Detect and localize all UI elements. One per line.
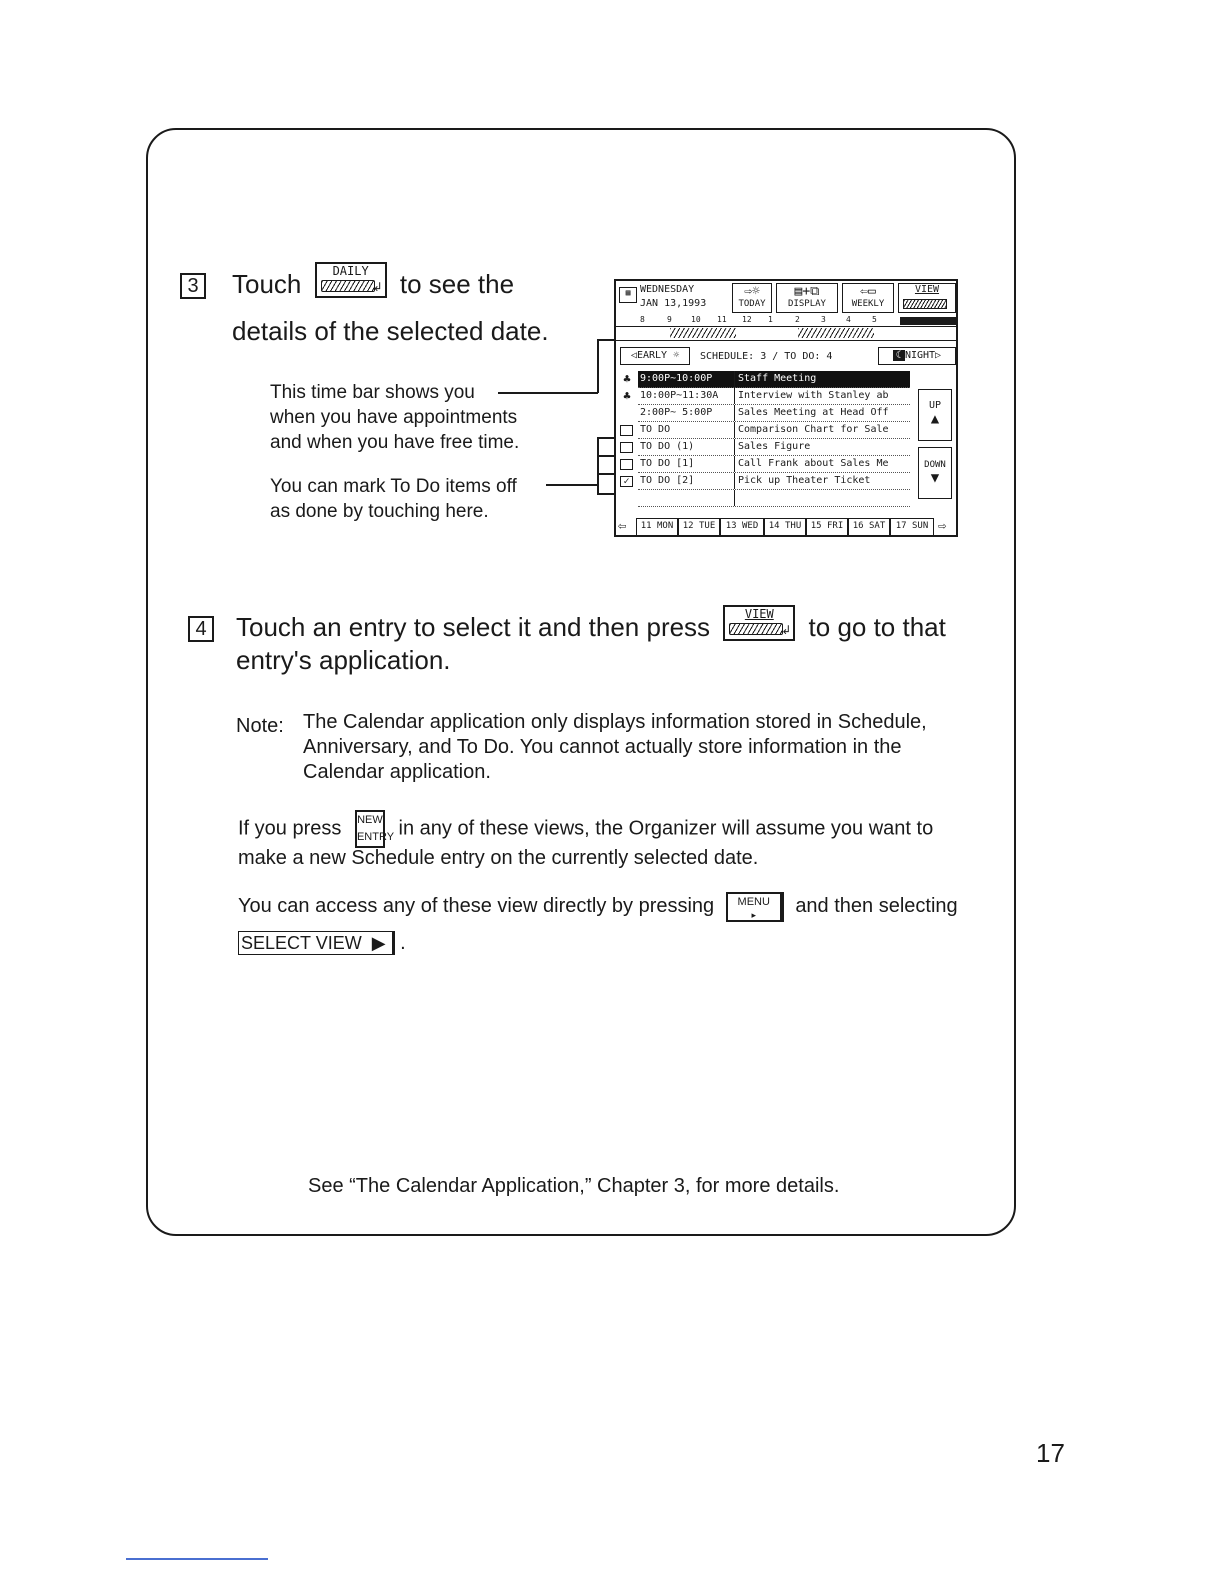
night-button[interactable] xyxy=(878,347,956,365)
view-button-label: VIEW xyxy=(914,284,940,295)
step3-line2: details of the selected date. xyxy=(232,316,549,346)
step3-line1 xyxy=(232,264,515,304)
entry-divider xyxy=(734,371,735,387)
new-entry-key-bottom: ENTRY xyxy=(356,831,395,843)
hour-label: 12 xyxy=(742,315,752,324)
hour-label: 9 xyxy=(667,315,672,324)
page-number: 17 xyxy=(1036,1438,1065,1468)
entry-text: Call Frank about Sales Me xyxy=(738,458,889,469)
today-sun-icon: ⇨☼ xyxy=(744,284,760,299)
entry-row[interactable] xyxy=(638,473,910,490)
new-entry-key-top: NEW xyxy=(357,814,383,826)
schedule-summary: SCHEDULE: 3 / TO DO: 4 xyxy=(700,351,833,362)
entry-text: Interview with Stanley ab xyxy=(738,390,889,401)
entry-divider xyxy=(734,473,735,489)
note-line: The Calendar application only displays information stored in Schedule, xyxy=(303,711,927,733)
menu-key[interactable] xyxy=(726,892,784,922)
day-button[interactable]: 13 WED xyxy=(720,518,764,536)
night-right-arrow-icon: ▷ xyxy=(935,350,942,361)
entry-time: TO DO [1] xyxy=(640,458,695,469)
todo-checkbox[interactable] xyxy=(620,442,633,453)
day-button[interactable]: 14 THU xyxy=(764,518,806,536)
step4-line2: entry's application. xyxy=(236,645,451,675)
leader-line-todo-vertical xyxy=(597,437,599,495)
time-bar xyxy=(616,315,958,341)
leader-line-todo xyxy=(546,484,598,486)
bell-icon: ♣ xyxy=(623,389,631,403)
hour-label: 10 xyxy=(691,315,701,324)
todo-checkbox[interactable] xyxy=(620,425,633,436)
step-number-3: 3 xyxy=(180,273,206,299)
scroll-down-button[interactable] xyxy=(918,447,952,499)
todo-checkbox[interactable] xyxy=(620,459,633,470)
entry-divider xyxy=(734,388,735,404)
calendar-icon: ▦ xyxy=(619,287,637,303)
enter-arrow-icon: ↲ xyxy=(372,280,383,294)
hour-label: 2 xyxy=(795,315,800,324)
hour-label: 5 xyxy=(872,315,877,324)
todo-checkbox-checked[interactable]: ✓ xyxy=(620,476,633,487)
entry-time: 2:00P~ 5:00P xyxy=(640,407,713,418)
leader-line-timebar xyxy=(498,392,598,394)
select-view-button[interactable] xyxy=(238,931,395,955)
day-name: WEDNESDAY xyxy=(640,284,695,295)
entry-text: Sales Meeting at Head Off xyxy=(738,407,889,418)
time-bar-track xyxy=(616,326,958,341)
period: . xyxy=(400,932,406,954)
step3-after-key: to see the xyxy=(399,268,515,299)
callout-time-bar-line: This time bar shows you xyxy=(270,382,475,403)
entry-time: TO DO [2] xyxy=(640,475,695,486)
early-sun-icon: ☼ xyxy=(667,350,680,361)
select-view-label: SELECT VIEW xyxy=(241,933,362,953)
menu-paragraph-line2 xyxy=(238,931,406,956)
day-button[interactable]: 17 SUN xyxy=(890,518,934,536)
night-moon-icon: ☾ xyxy=(893,350,905,361)
calendar-screen xyxy=(614,279,958,537)
hour-label: 1 xyxy=(768,315,773,324)
callout-time-bar-line: when you have appointments xyxy=(270,407,518,428)
entry-row[interactable] xyxy=(638,422,910,439)
hour-label: 4 xyxy=(846,315,851,324)
para1-before: If you press xyxy=(238,817,342,840)
note-line: Calendar application. xyxy=(303,761,491,783)
down-label: DOWN xyxy=(924,460,946,470)
callout-time-bar-line: and when you have free time. xyxy=(270,432,520,453)
menu-paragraph-line1 xyxy=(238,890,958,922)
select-view-arrow-icon: ▶ xyxy=(371,933,386,953)
entry-row[interactable] xyxy=(638,456,910,473)
new-entry-paragraph-line1 xyxy=(238,810,933,848)
entry-text: Sales Figure xyxy=(738,441,811,452)
early-label: EARLY xyxy=(636,350,668,361)
step3-touch-text: Touch xyxy=(232,268,302,299)
display-icon: ▤+⧉ xyxy=(794,284,820,299)
step-number-4: 4 xyxy=(188,616,214,642)
scroll-up-button[interactable] xyxy=(918,389,952,441)
day-button[interactable]: 11 MON xyxy=(636,518,678,536)
entries-list xyxy=(616,369,958,511)
entry-row[interactable] xyxy=(638,371,910,388)
entry-time: 9:00P~10:00P xyxy=(640,373,713,384)
entry-time: 10:00P~11:30A xyxy=(640,390,719,401)
callout-time-bar xyxy=(270,380,519,455)
next-week-arrow-icon[interactable]: ⇨ xyxy=(938,518,947,534)
chapter-reference: See “The Calendar Application,” Chapter 3, for more details. xyxy=(308,1175,840,1197)
weekly-icon: ⇦▭ xyxy=(860,284,876,299)
day-button[interactable]: 15 FRI xyxy=(806,518,848,536)
early-button[interactable] xyxy=(620,347,690,365)
callout-todo-mark xyxy=(270,474,517,524)
entry-time: TO DO (1) xyxy=(640,441,695,452)
note-label: Note: xyxy=(236,715,284,737)
entry-divider xyxy=(734,405,735,421)
daily-enter-key[interactable] xyxy=(315,262,387,298)
entry-row[interactable] xyxy=(638,439,910,456)
entry-divider xyxy=(734,456,735,472)
step4-before-key: Touch an entry to select it and then press xyxy=(236,611,711,642)
enter-hatch-icon xyxy=(903,299,947,309)
leader-line-timebar-vertical xyxy=(597,339,599,393)
night-label: NIGHT xyxy=(904,350,936,361)
view-enter-button[interactable] xyxy=(898,283,956,313)
today-label: TODAY xyxy=(738,299,766,309)
para1-after: in any of these views, the Organizer will assume you want to xyxy=(398,817,934,840)
view-enter-key[interactable] xyxy=(723,605,795,641)
enter-hatch-icon xyxy=(321,280,375,292)
early-left-arrow-icon: ◁ xyxy=(630,350,637,361)
view-key-label: VIEW xyxy=(744,607,774,621)
weekly-label: WEEKLY xyxy=(851,299,885,309)
note-body xyxy=(303,710,927,785)
callout-todo-line: You can mark To Do items off xyxy=(270,476,517,497)
entry-text: Pick up Theater Ticket xyxy=(738,475,871,486)
today-button[interactable] xyxy=(732,283,772,313)
footnote-rule xyxy=(126,1558,268,1560)
display-label: DISPLAY xyxy=(788,299,826,309)
night-block xyxy=(900,317,958,325)
enter-hatch-icon xyxy=(729,623,783,635)
entry-row[interactable] xyxy=(638,388,910,405)
hour-label: 11 xyxy=(717,315,727,324)
note-line: Anniversary, and To Do. You cannot actually store information in the xyxy=(303,736,902,758)
para2-before: You can access any of these view directly by pressing xyxy=(238,895,715,917)
step4-after-key: to go to that xyxy=(808,611,946,642)
entry-time: TO DO xyxy=(640,424,671,435)
up-arrow-icon: ▲ xyxy=(930,411,940,427)
entry-text: Comparison Chart for Sale xyxy=(738,424,889,435)
menu-arrow-icon: ▸ xyxy=(751,909,757,920)
down-arrow-icon: ▼ xyxy=(930,470,940,486)
entry-divider xyxy=(734,439,735,455)
para2-after: and then selecting xyxy=(795,895,958,917)
day-button[interactable]: 12 TUE xyxy=(678,518,720,536)
menu-key-label: MENU xyxy=(737,895,770,908)
callout-todo-line: as done by touching here. xyxy=(270,501,489,522)
busy-block xyxy=(670,328,736,338)
entry-divider xyxy=(734,490,735,506)
new-entry-paragraph-line2: make a new Schedule entry on the currently selected date. xyxy=(238,847,759,869)
daily-key-label: DAILY xyxy=(332,264,369,278)
prev-week-arrow-icon[interactable]: ⇦ xyxy=(618,518,627,534)
day-button[interactable]: 16 SAT xyxy=(848,518,890,536)
hour-label: 3 xyxy=(821,315,826,324)
new-entry-key[interactable] xyxy=(355,810,395,848)
display-button[interactable] xyxy=(776,283,838,313)
entry-row[interactable] xyxy=(638,490,910,507)
bell-icon: ♣ xyxy=(623,372,631,386)
step4-line1 xyxy=(236,607,946,647)
up-label: UP xyxy=(928,400,942,411)
hour-label: 8 xyxy=(640,315,645,324)
entry-text: Staff Meeting xyxy=(738,373,817,384)
entry-row[interactable] xyxy=(638,405,910,422)
busy-block xyxy=(798,328,874,338)
weekly-button[interactable] xyxy=(842,283,894,313)
entry-divider xyxy=(734,422,735,438)
current-date: JAN 13,1993 xyxy=(640,298,707,309)
enter-arrow-icon: ↲ xyxy=(781,623,792,637)
